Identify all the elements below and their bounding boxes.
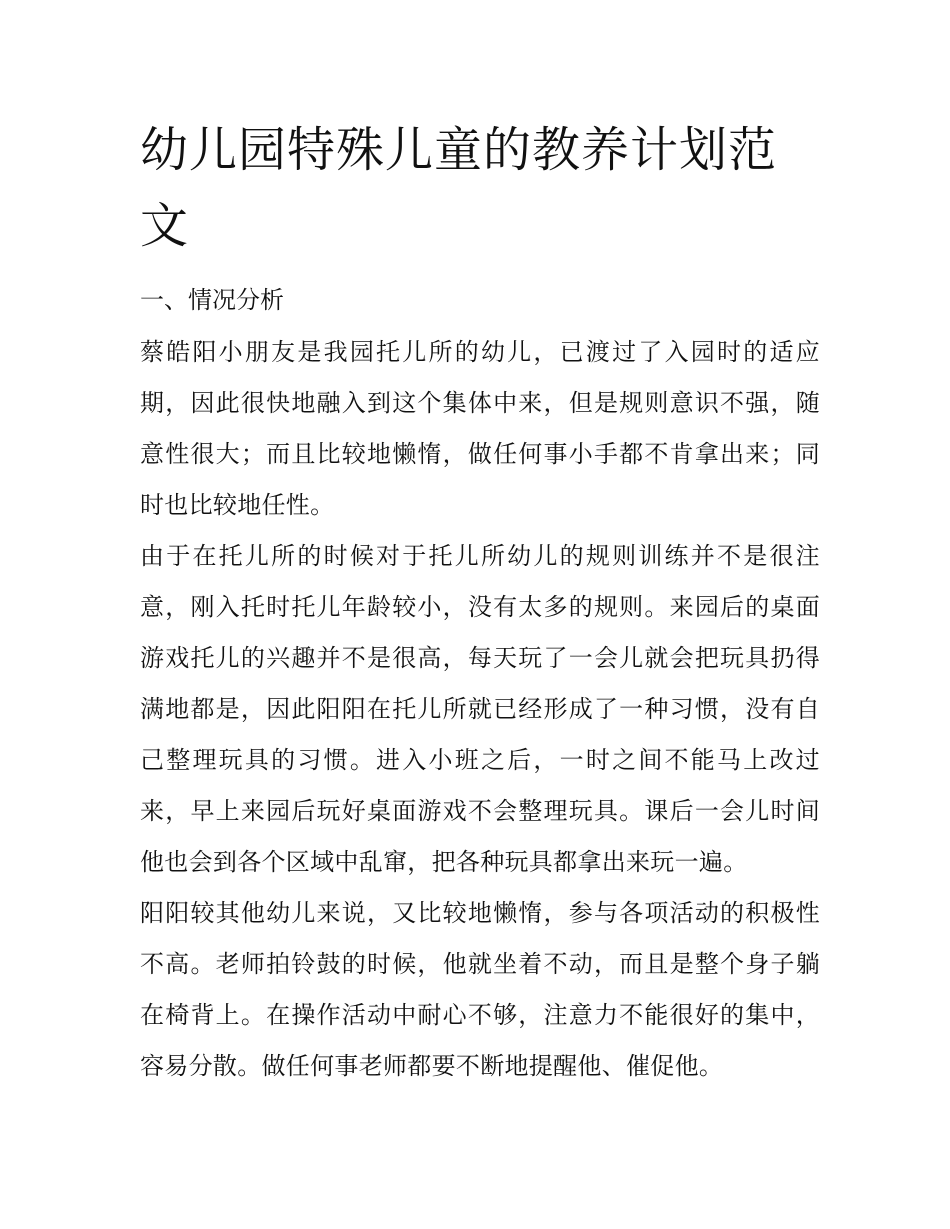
section-heading: 一、情况分析 xyxy=(140,286,284,314)
paragraph-3: 阳阳较其他幼儿来说，又比较地懒惰，参与各项活动的积极性不高。老师拍铃鼓的时候，他就坐着不动，而且是整个身子躺在椅背上。在操作活动中耐心不够，注意力不能很好的集中，容易分散。做任何事老师都要不断地提醒他、催促他。 xyxy=(140,899,820,1080)
document-body xyxy=(140,327,820,1092)
paragraph-2: 由于在托儿所的时候对于托儿所幼儿的规则训练并不是很注意，刚入托时托儿年龄较小，没有太多的规则。来园后的桌面游戏托儿的兴趣并不是很高，每天玩了一会儿就会把玩具扔得满地都是，因此阳阳在托儿所就已经形成了一种习惯，没有自己整理玩具的习惯。进入小班之后，一时之间不能马上改过来，早上来园后玩好桌面游戏不会整理玩具。课后一会儿时间他也会到各个区域中乱窜，把各种玩具都拿出来玩一遍。 xyxy=(140,542,820,876)
paragraph-1: 蔡皓阳小朋友是我园托儿所的幼儿，已渡过了入园时的适应期，因此很快地融入到这个集体中来，但是规则意识不强，随意性很大；而且比较地懒惰，做任何事小手都不肯拿出来；同时也比较地任性。 xyxy=(140,338,820,519)
document-title: 幼儿园特殊儿童的教养计划范文 xyxy=(140,122,778,254)
